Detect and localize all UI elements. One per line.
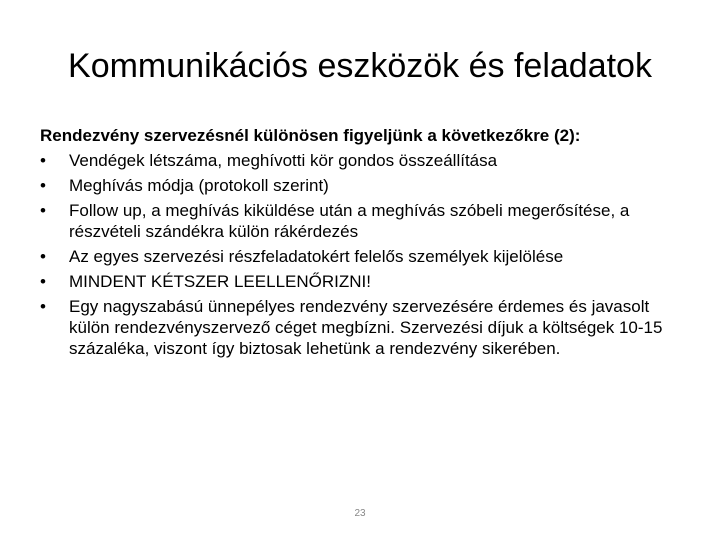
bullet-text: Vendégek létszáma, meghívotti kör gondos összeállítása	[69, 151, 498, 170]
bullet-text: Meghívás módja (protokoll szerint)	[69, 176, 329, 195]
bullet-list	[40, 150, 680, 359]
bullet-marker: •	[40, 201, 46, 220]
slide-title: Kommunikációs eszközök és feladatok	[68, 47, 652, 85]
page-number: 23	[354, 508, 366, 519]
bullet-item	[40, 271, 680, 292]
bullet-item	[40, 296, 680, 359]
bullet-item	[40, 200, 680, 242]
bullet-text: Egy nagyszabású ünnepélyes rendezvény szervezésére érdemes és javasolt külön rendezvényszervező céget megbízni. Szervezési díjuk a költségek 10-15 százaléka, viszont így biztosak lehetünk a rendezvény sikerében.	[69, 297, 663, 358]
bullet-marker: •	[40, 176, 46, 195]
bullet-marker: •	[40, 272, 46, 291]
bullet-text: Az egyes szervezési részfeladatokért felelős személyek kijelölése	[69, 247, 564, 266]
bullet-marker: •	[40, 297, 46, 316]
bullet-text: Follow up, a meghívás kiküldése után a meghívás szóbeli megerősítése, a részvételi szándékra külön rákérdezés	[69, 201, 630, 241]
bullet-marker: •	[40, 151, 46, 170]
bullet-text: MINDENT KÉTSZER LEELLENŐRIZNI!	[69, 272, 371, 291]
bullet-item	[40, 150, 680, 171]
content-heading: Rendezvény szervezésnél különösen figyeljünk a következőkre (2):	[40, 126, 581, 145]
bullet-item	[40, 175, 680, 196]
bullet-item	[40, 246, 680, 267]
bullet-marker: •	[40, 247, 46, 266]
slide-content	[40, 125, 680, 363]
